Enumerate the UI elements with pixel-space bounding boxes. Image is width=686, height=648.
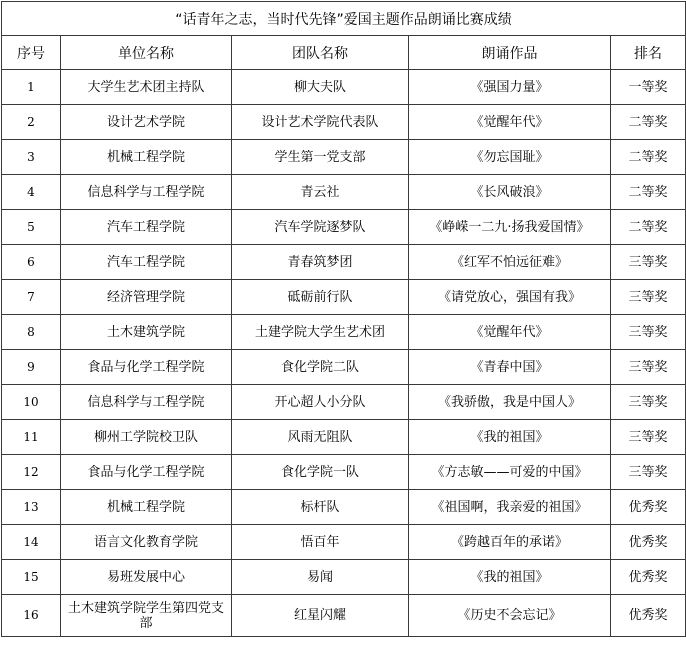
cell-unit: 土木建筑学院学生第四党支部 bbox=[61, 595, 232, 637]
cell-unit: 汽车工程学院 bbox=[61, 210, 232, 245]
cell-work: 《我骄傲，我是中国人》 bbox=[409, 385, 611, 420]
results-table bbox=[1, 1, 686, 637]
table-row bbox=[2, 105, 686, 140]
cell-rank: 三等奖 bbox=[611, 350, 686, 385]
cell-unit: 机械工程学院 bbox=[61, 140, 232, 175]
cell-rank: 三等奖 bbox=[611, 420, 686, 455]
cell-team: 开心超人小分队 bbox=[232, 385, 409, 420]
cell-rank: 优秀奖 bbox=[611, 560, 686, 595]
cell-work: 《我的祖国》 bbox=[409, 560, 611, 595]
cell-team: 砥砺前行队 bbox=[232, 280, 409, 315]
cell-unit: 信息科学与工程学院 bbox=[61, 175, 232, 210]
cell-index: 6 bbox=[2, 245, 61, 280]
cell-team: 柳大夫队 bbox=[232, 70, 409, 105]
table-row bbox=[2, 140, 686, 175]
cell-unit: 食品与化学工程学院 bbox=[61, 455, 232, 490]
table-row bbox=[2, 490, 686, 525]
cell-rank: 优秀奖 bbox=[611, 595, 686, 637]
header-unit: 单位名称 bbox=[61, 36, 232, 70]
header-row bbox=[2, 36, 686, 70]
table-row bbox=[2, 420, 686, 455]
cell-team: 土建学院大学生艺术团 bbox=[232, 315, 409, 350]
cell-unit: 机械工程学院 bbox=[61, 490, 232, 525]
table-row bbox=[2, 595, 686, 637]
cell-work: 《青春中国》 bbox=[409, 350, 611, 385]
cell-work: 《觉醒年代》 bbox=[409, 105, 611, 140]
cell-unit: 信息科学与工程学院 bbox=[61, 385, 232, 420]
cell-index: 2 bbox=[2, 105, 61, 140]
cell-index: 13 bbox=[2, 490, 61, 525]
cell-team: 红星闪耀 bbox=[232, 595, 409, 637]
cell-unit: 语言文化教育学院 bbox=[61, 525, 232, 560]
table-body bbox=[2, 2, 686, 637]
cell-rank: 优秀奖 bbox=[611, 525, 686, 560]
cell-unit: 设计艺术学院 bbox=[61, 105, 232, 140]
cell-index: 15 bbox=[2, 560, 61, 595]
cell-work: 《觉醒年代》 bbox=[409, 315, 611, 350]
cell-index: 12 bbox=[2, 455, 61, 490]
cell-work: 《跨越百年的承诺》 bbox=[409, 525, 611, 560]
cell-work: 《峥嵘一二九·扬我爱国情》 bbox=[409, 210, 611, 245]
cell-rank: 优秀奖 bbox=[611, 490, 686, 525]
cell-work: 《请党放心，强国有我》 bbox=[409, 280, 611, 315]
cell-team: 汽车学院逐梦队 bbox=[232, 210, 409, 245]
cell-team: 风雨无阻队 bbox=[232, 420, 409, 455]
header-rank: 排名 bbox=[611, 36, 686, 70]
table-row bbox=[2, 350, 686, 385]
cell-index: 10 bbox=[2, 385, 61, 420]
table-row bbox=[2, 245, 686, 280]
cell-rank: 二等奖 bbox=[611, 175, 686, 210]
cell-unit: 汽车工程学院 bbox=[61, 245, 232, 280]
cell-index: 16 bbox=[2, 595, 61, 637]
cell-unit: 食品与化学工程学院 bbox=[61, 350, 232, 385]
cell-index: 3 bbox=[2, 140, 61, 175]
cell-rank: 三等奖 bbox=[611, 455, 686, 490]
table-row bbox=[2, 315, 686, 350]
cell-rank: 三等奖 bbox=[611, 385, 686, 420]
cell-index: 14 bbox=[2, 525, 61, 560]
cell-team: 标杆队 bbox=[232, 490, 409, 525]
table-row bbox=[2, 560, 686, 595]
cell-team: 食化学院一队 bbox=[232, 455, 409, 490]
cell-rank: 二等奖 bbox=[611, 210, 686, 245]
header-work: 朗诵作品 bbox=[409, 36, 611, 70]
cell-team: 青云社 bbox=[232, 175, 409, 210]
table-row bbox=[2, 175, 686, 210]
cell-work: 《红军不怕远征难》 bbox=[409, 245, 611, 280]
cell-index: 8 bbox=[2, 315, 61, 350]
cell-work: 《方志敏——可爱的中国》 bbox=[409, 455, 611, 490]
cell-index: 9 bbox=[2, 350, 61, 385]
cell-team: 易闻 bbox=[232, 560, 409, 595]
cell-index: 5 bbox=[2, 210, 61, 245]
cell-team: 悟百年 bbox=[232, 525, 409, 560]
table-row bbox=[2, 70, 686, 105]
cell-unit: 柳州工学院校卫队 bbox=[61, 420, 232, 455]
cell-index: 1 bbox=[2, 70, 61, 105]
cell-index: 11 bbox=[2, 420, 61, 455]
cell-rank: 三等奖 bbox=[611, 315, 686, 350]
cell-work: 《我的祖国》 bbox=[409, 420, 611, 455]
cell-team: 青春筑梦团 bbox=[232, 245, 409, 280]
cell-rank: 三等奖 bbox=[611, 245, 686, 280]
cell-index: 4 bbox=[2, 175, 61, 210]
cell-work: 《祖国啊，我亲爱的祖国》 bbox=[409, 490, 611, 525]
table-row bbox=[2, 385, 686, 420]
cell-unit: 大学生艺术团主持队 bbox=[61, 70, 232, 105]
table-title: “话青年之志，当时代先锋”爱国主题作品朗诵比赛成绩 bbox=[2, 2, 686, 36]
cell-unit: 易班发展中心 bbox=[61, 560, 232, 595]
cell-rank: 二等奖 bbox=[611, 140, 686, 175]
cell-rank: 二等奖 bbox=[611, 105, 686, 140]
cell-rank: 三等奖 bbox=[611, 280, 686, 315]
header-index: 序号 bbox=[2, 36, 61, 70]
table-row bbox=[2, 525, 686, 560]
cell-team: 食化学院二队 bbox=[232, 350, 409, 385]
header-team: 团队名称 bbox=[232, 36, 409, 70]
cell-team: 学生第一党支部 bbox=[232, 140, 409, 175]
cell-work: 《强国力量》 bbox=[409, 70, 611, 105]
cell-team: 设计艺术学院代表队 bbox=[232, 105, 409, 140]
table-row bbox=[2, 210, 686, 245]
cell-work: 《勿忘国耻》 bbox=[409, 140, 611, 175]
cell-work: 《历史不会忘记》 bbox=[409, 595, 611, 637]
table-row bbox=[2, 455, 686, 490]
cell-unit: 经济管理学院 bbox=[61, 280, 232, 315]
cell-work: 《长风破浪》 bbox=[409, 175, 611, 210]
cell-unit: 土木建筑学院 bbox=[61, 315, 232, 350]
table-row bbox=[2, 280, 686, 315]
cell-rank: 一等奖 bbox=[611, 70, 686, 105]
cell-index: 7 bbox=[2, 280, 61, 315]
title-row bbox=[2, 2, 686, 36]
